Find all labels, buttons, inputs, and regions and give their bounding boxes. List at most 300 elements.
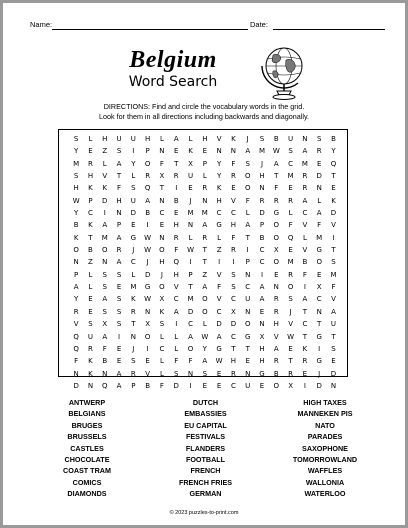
grid-letter[interactable]: I [303,283,306,292]
grid-letter[interactable]: E [88,295,93,304]
grid-letter[interactable]: D [330,209,337,218]
grid-letter[interactable]: S [73,135,79,143]
grid-letter[interactable]: B [145,209,151,218]
grid-letter[interactable]: E [331,357,336,366]
grid-letter[interactable]: T [202,258,207,267]
grid-letter[interactable]: J [246,135,249,143]
grid-letter[interactable]: T [288,357,293,366]
grid-letter[interactable]: X [188,159,193,168]
grid-letter[interactable]: F [74,357,79,366]
grid-letter[interactable]: X [273,246,279,255]
grid-letter[interactable]: T [317,320,322,329]
grid-letter[interactable]: L [159,357,164,366]
grid-letter[interactable]: W [272,147,280,156]
grid-letter[interactable]: Q [173,258,179,267]
grid-letter[interactable]: J [132,246,135,255]
grid-letter[interactable]: L [159,369,164,378]
grid-letter[interactable]: K [88,184,93,193]
grid-letter[interactable]: H [173,221,179,230]
grid-letter[interactable]: F [159,159,164,168]
grid-letter[interactable]: K [88,221,93,230]
grid-letter[interactable]: M [201,209,208,218]
grid-letter[interactable]: R [302,172,308,181]
grid-letter[interactable]: T [274,172,279,181]
grid-letter[interactable]: R [273,196,279,205]
grid-letter[interactable]: R [173,233,179,242]
grid-letter[interactable]: K [88,369,93,378]
grid-letter[interactable]: C [259,246,265,255]
grid-letter[interactable]: S [131,357,136,366]
grid-letter[interactable]: A [302,196,308,205]
grid-letter[interactable]: Y [202,344,207,353]
grid-letter[interactable]: F [117,184,122,193]
grid-letter[interactable]: S [259,135,265,143]
grid-letter[interactable]: B [173,196,179,205]
grid-letter[interactable]: A [73,283,79,292]
grid-letter[interactable]: E [188,184,193,193]
grid-letter[interactable]: T [245,344,250,353]
grid-letter[interactable]: I [118,332,121,341]
grid-letter[interactable]: S [331,344,336,353]
grid-letter[interactable]: H [116,196,122,205]
grid-letter[interactable]: A [188,332,193,341]
grid-letter[interactable]: Z [202,270,208,279]
grid-letter[interactable]: J [146,258,149,267]
grid-letter[interactable]: P [202,159,207,168]
grid-letter[interactable]: N [273,283,279,292]
grid-letter[interactable]: E [288,184,293,193]
grid-letter[interactable]: N [102,258,108,267]
grid-letter[interactable]: F [317,221,322,230]
grid-letter[interactable]: S [159,320,165,329]
grid-letter[interactable]: A [102,295,108,304]
grid-letter[interactable]: N [187,369,194,378]
grid-letter[interactable]: L [88,283,93,292]
grid-letter[interactable]: F [331,283,336,292]
grid-letter[interactable]: A [102,332,108,341]
grid-letter[interactable]: C [302,209,308,218]
grid-letter[interactable]: N [130,332,136,341]
grid-letter[interactable]: L [217,233,222,242]
grid-letter[interactable]: R [130,307,136,316]
grid-letter[interactable]: W [72,196,80,205]
grid-letter[interactable]: G [259,369,265,378]
grid-letter[interactable]: A [102,221,108,230]
grid-letter[interactable]: R [130,369,136,378]
grid-letter[interactable]: K [231,135,236,143]
grid-letter[interactable]: N [202,196,208,205]
grid-letter[interactable]: R [202,184,208,193]
grid-letter[interactable]: K [88,357,93,366]
grid-letter[interactable]: N [259,184,265,193]
grid-letter[interactable]: W [144,233,152,242]
grid-letter[interactable]: E [259,307,265,316]
grid-letter[interactable]: D [187,307,194,316]
grid-letter[interactable]: D [316,381,322,390]
grid-letter[interactable]: B [302,258,308,267]
grid-letter[interactable]: D [173,381,179,390]
grid-letter[interactable]: N [302,135,308,143]
grid-letter[interactable]: L [317,196,322,205]
grid-letter[interactable]: R [230,172,236,181]
grid-letter[interactable]: C [288,159,294,168]
grid-letter[interactable]: S [116,320,122,329]
grid-letter[interactable]: R [273,307,279,316]
grid-letter[interactable]: R [116,246,122,255]
grid-letter[interactable]: R [145,172,151,181]
grid-letter[interactable]: B [273,135,279,143]
grid-letter[interactable]: F [217,283,222,292]
grid-letter[interactable]: T [231,344,236,353]
grid-letter[interactable]: K [102,184,108,193]
grid-letter[interactable]: L [202,172,207,181]
grid-letter[interactable]: M [187,295,194,304]
grid-letter[interactable]: C [230,295,236,304]
grid-letter[interactable]: A [116,233,122,242]
grid-letter[interactable]: T [202,246,207,255]
grid-letter[interactable]: Q [330,159,337,168]
grid-letter[interactable]: N [73,258,79,267]
grid-letter[interactable]: O [187,344,194,353]
grid-letter[interactable]: L [174,344,179,353]
grid-letter[interactable]: N [102,369,108,378]
grid-letter[interactable]: O [287,283,294,292]
grid-letter[interactable]: H [202,135,208,143]
grid-letter[interactable]: P [88,196,93,205]
grid-letter[interactable]: K [331,196,336,205]
grid-letter[interactable]: C [159,209,165,218]
grid-letter[interactable]: V [331,295,336,304]
grid-letter[interactable]: O [202,295,208,304]
grid-letter[interactable]: S [245,159,250,168]
grid-letter[interactable]: R [259,196,265,205]
grid-letter[interactable]: H [159,258,165,267]
grid-letter[interactable]: E [88,307,93,316]
grid-letter[interactable]: I [318,344,321,353]
grid-letter[interactable]: E [131,221,136,230]
grid-letter[interactable]: H [145,135,151,143]
grid-letter[interactable]: O [273,221,280,230]
grid-letter[interactable]: O [273,258,280,267]
grid-letter[interactable]: R [88,344,93,353]
grid-letter[interactable]: C [230,381,236,390]
grid-letter[interactable]: C [230,209,236,218]
grid-letter[interactable]: F [174,357,179,366]
grid-letter[interactable]: O [159,283,165,292]
grid-letter[interactable]: W [187,246,194,255]
grid-letter[interactable]: L [188,135,193,143]
grid-letter[interactable]: V [331,221,336,230]
grid-letter[interactable]: K [188,147,193,156]
grid-letter[interactable]: N [116,209,122,218]
grid-letter[interactable]: O [144,159,151,168]
name-line[interactable] [52,29,248,30]
grid-letter[interactable]: S [102,283,107,292]
grid-letter[interactable]: U [116,135,122,143]
grid-letter[interactable]: T [331,332,336,341]
grid-letter[interactable]: D [144,270,151,279]
grid-letter[interactable]: X [259,332,265,341]
grid-letter[interactable]: F [288,221,293,230]
grid-letter[interactable]: R [173,172,179,181]
grid-letter[interactable]: N [73,369,79,378]
grid-letter[interactable]: I [189,381,192,390]
grid-letter[interactable]: H [216,196,222,205]
grid-letter[interactable]: O [316,258,322,267]
grid-letter[interactable]: V [173,283,179,292]
grid-letter[interactable]: L [288,209,293,218]
grid-letter[interactable]: J [132,344,135,353]
grid-letter[interactable]: B [259,233,265,242]
grid-letter[interactable]: C [259,258,265,267]
grid-letter[interactable]: P [74,270,79,279]
grid-letter[interactable]: P [259,221,265,230]
grid-letter[interactable]: P [131,381,136,390]
grid-letter[interactable]: A [316,209,322,218]
grid-letter[interactable]: S [231,270,236,279]
grid-letter[interactable]: G [316,246,322,255]
grid-letter[interactable]: F [274,184,279,193]
grid-letter[interactable]: V [216,135,222,143]
grid-letter[interactable]: S [202,369,208,378]
grid-letter[interactable]: F [174,246,179,255]
grid-letter[interactable]: M [287,172,294,181]
grid-letter[interactable]: G [216,344,222,353]
grid-letter[interactable]: N [159,233,165,242]
grid-letter[interactable]: N [316,184,322,193]
grid-letter[interactable]: X [231,307,236,316]
grid-letter[interactable]: L [88,270,93,279]
grid-letter[interactable]: Y [216,159,222,168]
grid-letter[interactable]: U [330,320,337,329]
grid-letter[interactable]: U [187,172,194,181]
grid-letter[interactable]: Y [74,147,79,156]
grid-letter[interactable]: U [130,135,136,143]
grid-letter[interactable]: L [131,270,136,279]
grid-letter[interactable]: U [87,332,93,341]
grid-letter[interactable]: O [244,320,251,329]
grid-letter[interactable]: F [231,233,236,242]
grid-letter[interactable]: P [188,270,193,279]
grid-letter[interactable]: F [102,344,107,353]
grid-letter[interactable]: R [288,196,294,205]
grid-letter[interactable]: I [246,246,249,255]
grid-letter[interactable]: Y [74,209,79,218]
grid-letter[interactable]: A [273,159,279,168]
grid-letter[interactable]: E [116,283,122,292]
grid-letter[interactable]: K [302,344,308,353]
grid-letter[interactable]: S [288,295,293,304]
grid-letter[interactable]: F [302,270,307,279]
grid-letter[interactable]: H [259,172,265,181]
grid-letter[interactable]: A [245,221,251,230]
grid-letter[interactable]: L [302,233,307,242]
grid-letter[interactable]: E [316,159,322,168]
grid-letter[interactable]: C [188,320,193,329]
grid-letter[interactable]: R [273,357,279,366]
grid-letter[interactable]: G [316,332,322,341]
grid-letter[interactable]: N [245,270,251,279]
grid-letter[interactable]: N [159,196,165,205]
grid-letter[interactable]: Z [88,258,93,267]
grid-letter[interactable]: L [159,332,164,341]
grid-letter[interactable]: L [202,320,207,329]
grid-letter[interactable]: E [159,221,165,230]
grid-letter[interactable]: S [116,270,122,279]
grid-letter[interactable]: Q [101,381,108,390]
grid-letter[interactable]: R [302,357,308,366]
grid-letter[interactable]: I [175,320,178,329]
grid-letter[interactable]: S [116,307,122,316]
grid-letter[interactable]: H [230,221,237,230]
grid-letter[interactable]: A [302,295,308,304]
grid-letter[interactable]: X [102,320,108,329]
grid-letter[interactable]: T [188,283,193,292]
grid-letter[interactable]: O [244,184,251,193]
grid-letter[interactable]: L [131,172,136,181]
grid-letter[interactable]: X [159,172,165,181]
grid-letter[interactable]: L [174,332,179,341]
grid-letter[interactable]: E [288,344,293,353]
grid-letter[interactable]: L [88,135,93,143]
grid-letter[interactable]: I [103,209,106,218]
grid-letter[interactable]: M [287,258,294,267]
grid-letter[interactable]: O [73,246,79,255]
grid-letter[interactable]: E [216,369,222,378]
grid-letter[interactable]: P [116,221,122,230]
grid-letter[interactable]: S [116,147,122,156]
grid-letter[interactable]: A [173,307,179,316]
grid-letter[interactable]: D [73,381,79,390]
grid-letter[interactable]: C [245,283,251,292]
grid-letter[interactable]: O [202,307,208,316]
grid-letter[interactable]: X [145,320,151,329]
grid-letter[interactable]: S [116,295,122,304]
grid-letter[interactable]: T [331,172,336,181]
grid-letter[interactable]: S [331,258,336,267]
grid-letter[interactable]: Q [73,344,79,353]
grid-letter[interactable]: K [131,295,136,304]
grid-letter[interactable]: H [230,357,237,366]
grid-letter[interactable]: M [101,233,108,242]
grid-letter[interactable]: E [88,147,93,156]
grid-letter[interactable]: K [73,233,79,242]
grid-letter[interactable]: E [302,369,308,378]
grid-letter[interactable]: R [230,246,236,255]
grid-letter[interactable]: A [116,159,122,168]
grid-letter[interactable]: N [230,147,237,156]
grid-letter[interactable]: O [244,172,251,181]
grid-letter[interactable]: A [259,283,265,292]
grid-letter[interactable]: E [116,344,122,353]
grid-letter[interactable]: T [131,320,136,329]
grid-letter[interactable]: R [316,147,322,156]
grid-letter[interactable]: Y [74,295,79,304]
grid-letter[interactable]: T [174,159,179,168]
grid-letter[interactable]: T [245,233,250,242]
grid-letter[interactable]: O [144,332,151,341]
grid-letter[interactable]: O [159,246,165,255]
grid-letter[interactable]: V [273,332,279,341]
grid-letter[interactable]: G [316,357,322,366]
grid-letter[interactable]: A [116,381,122,390]
grid-letter[interactable]: E [202,381,208,390]
grid-letter[interactable]: R [88,159,93,168]
grid-letter[interactable]: G [216,221,222,230]
grid-letter[interactable]: J [318,369,321,378]
grid-letter[interactable]: Q [73,332,79,341]
grid-letter[interactable]: A [145,196,151,205]
grid-letter[interactable]: S [88,320,93,329]
grid-letter[interactable]: P [245,258,250,267]
grid-letter[interactable]: I [189,258,192,267]
grid-letter[interactable]: X [288,381,293,390]
grid-letter[interactable]: V [216,270,222,279]
grid-letter[interactable]: R [73,307,79,316]
grid-letter[interactable]: T [116,172,122,181]
grid-letter[interactable]: G [130,233,137,242]
grid-letter[interactable]: N [216,147,222,156]
grid-letter[interactable]: J [160,270,163,279]
grid-letter[interactable]: O [101,246,108,255]
grid-letter[interactable]: L [159,135,164,143]
grid-letter[interactable]: F [231,159,236,168]
grid-letter[interactable]: C [216,209,222,218]
grid-letter[interactable]: N [159,147,165,156]
grid-letter[interactable]: C [216,307,222,316]
grid-letter[interactable]: H [173,270,179,279]
grid-letter[interactable]: F [245,196,250,205]
grid-letter[interactable]: U [288,135,294,143]
grid-letter[interactable]: J [189,196,192,205]
grid-letter[interactable]: M [187,209,194,218]
grid-letter[interactable]: A [302,147,308,156]
grid-letter[interactable]: V [302,221,308,230]
grid-letter[interactable]: K [216,184,222,193]
grid-letter[interactable]: U [245,295,251,304]
grid-letter[interactable]: H [73,184,79,193]
grid-letter[interactable]: N [259,320,265,329]
grid-letter[interactable]: C [130,258,136,267]
grid-letter[interactable]: A [259,295,265,304]
grid-letter[interactable]: Y [331,147,336,156]
grid-letter[interactable]: T [331,246,336,255]
grid-letter[interactable]: S [174,369,179,378]
grid-letter[interactable]: I [303,381,306,390]
grid-letter[interactable]: W [144,246,152,255]
grid-letter[interactable]: G [144,283,151,292]
grid-letter[interactable]: S [73,172,79,181]
grid-letter[interactable]: E [316,270,322,279]
grid-letter[interactable]: S [102,307,107,316]
grid-letter[interactable]: B [88,246,93,255]
grid-letter[interactable]: M [330,270,337,279]
grid-letter[interactable]: S [131,184,136,193]
grid-letter[interactable]: T [159,184,165,193]
grid-letter[interactable]: C [302,320,308,329]
grid-letter[interactable]: C [230,332,236,341]
grid-letter[interactable]: V [73,320,79,329]
grid-letter[interactable]: Z [216,246,222,255]
grid-letter[interactable]: F [159,381,164,390]
grid-letter[interactable]: R [302,184,308,193]
grid-letter[interactable]: D [216,320,222,329]
grid-letter[interactable]: B [145,381,151,390]
grid-letter[interactable]: T [88,233,93,242]
grid-letter[interactable]: M [258,147,266,156]
grid-letter[interactable]: Y [216,172,222,181]
grid-letter[interactable]: C [316,295,322,304]
